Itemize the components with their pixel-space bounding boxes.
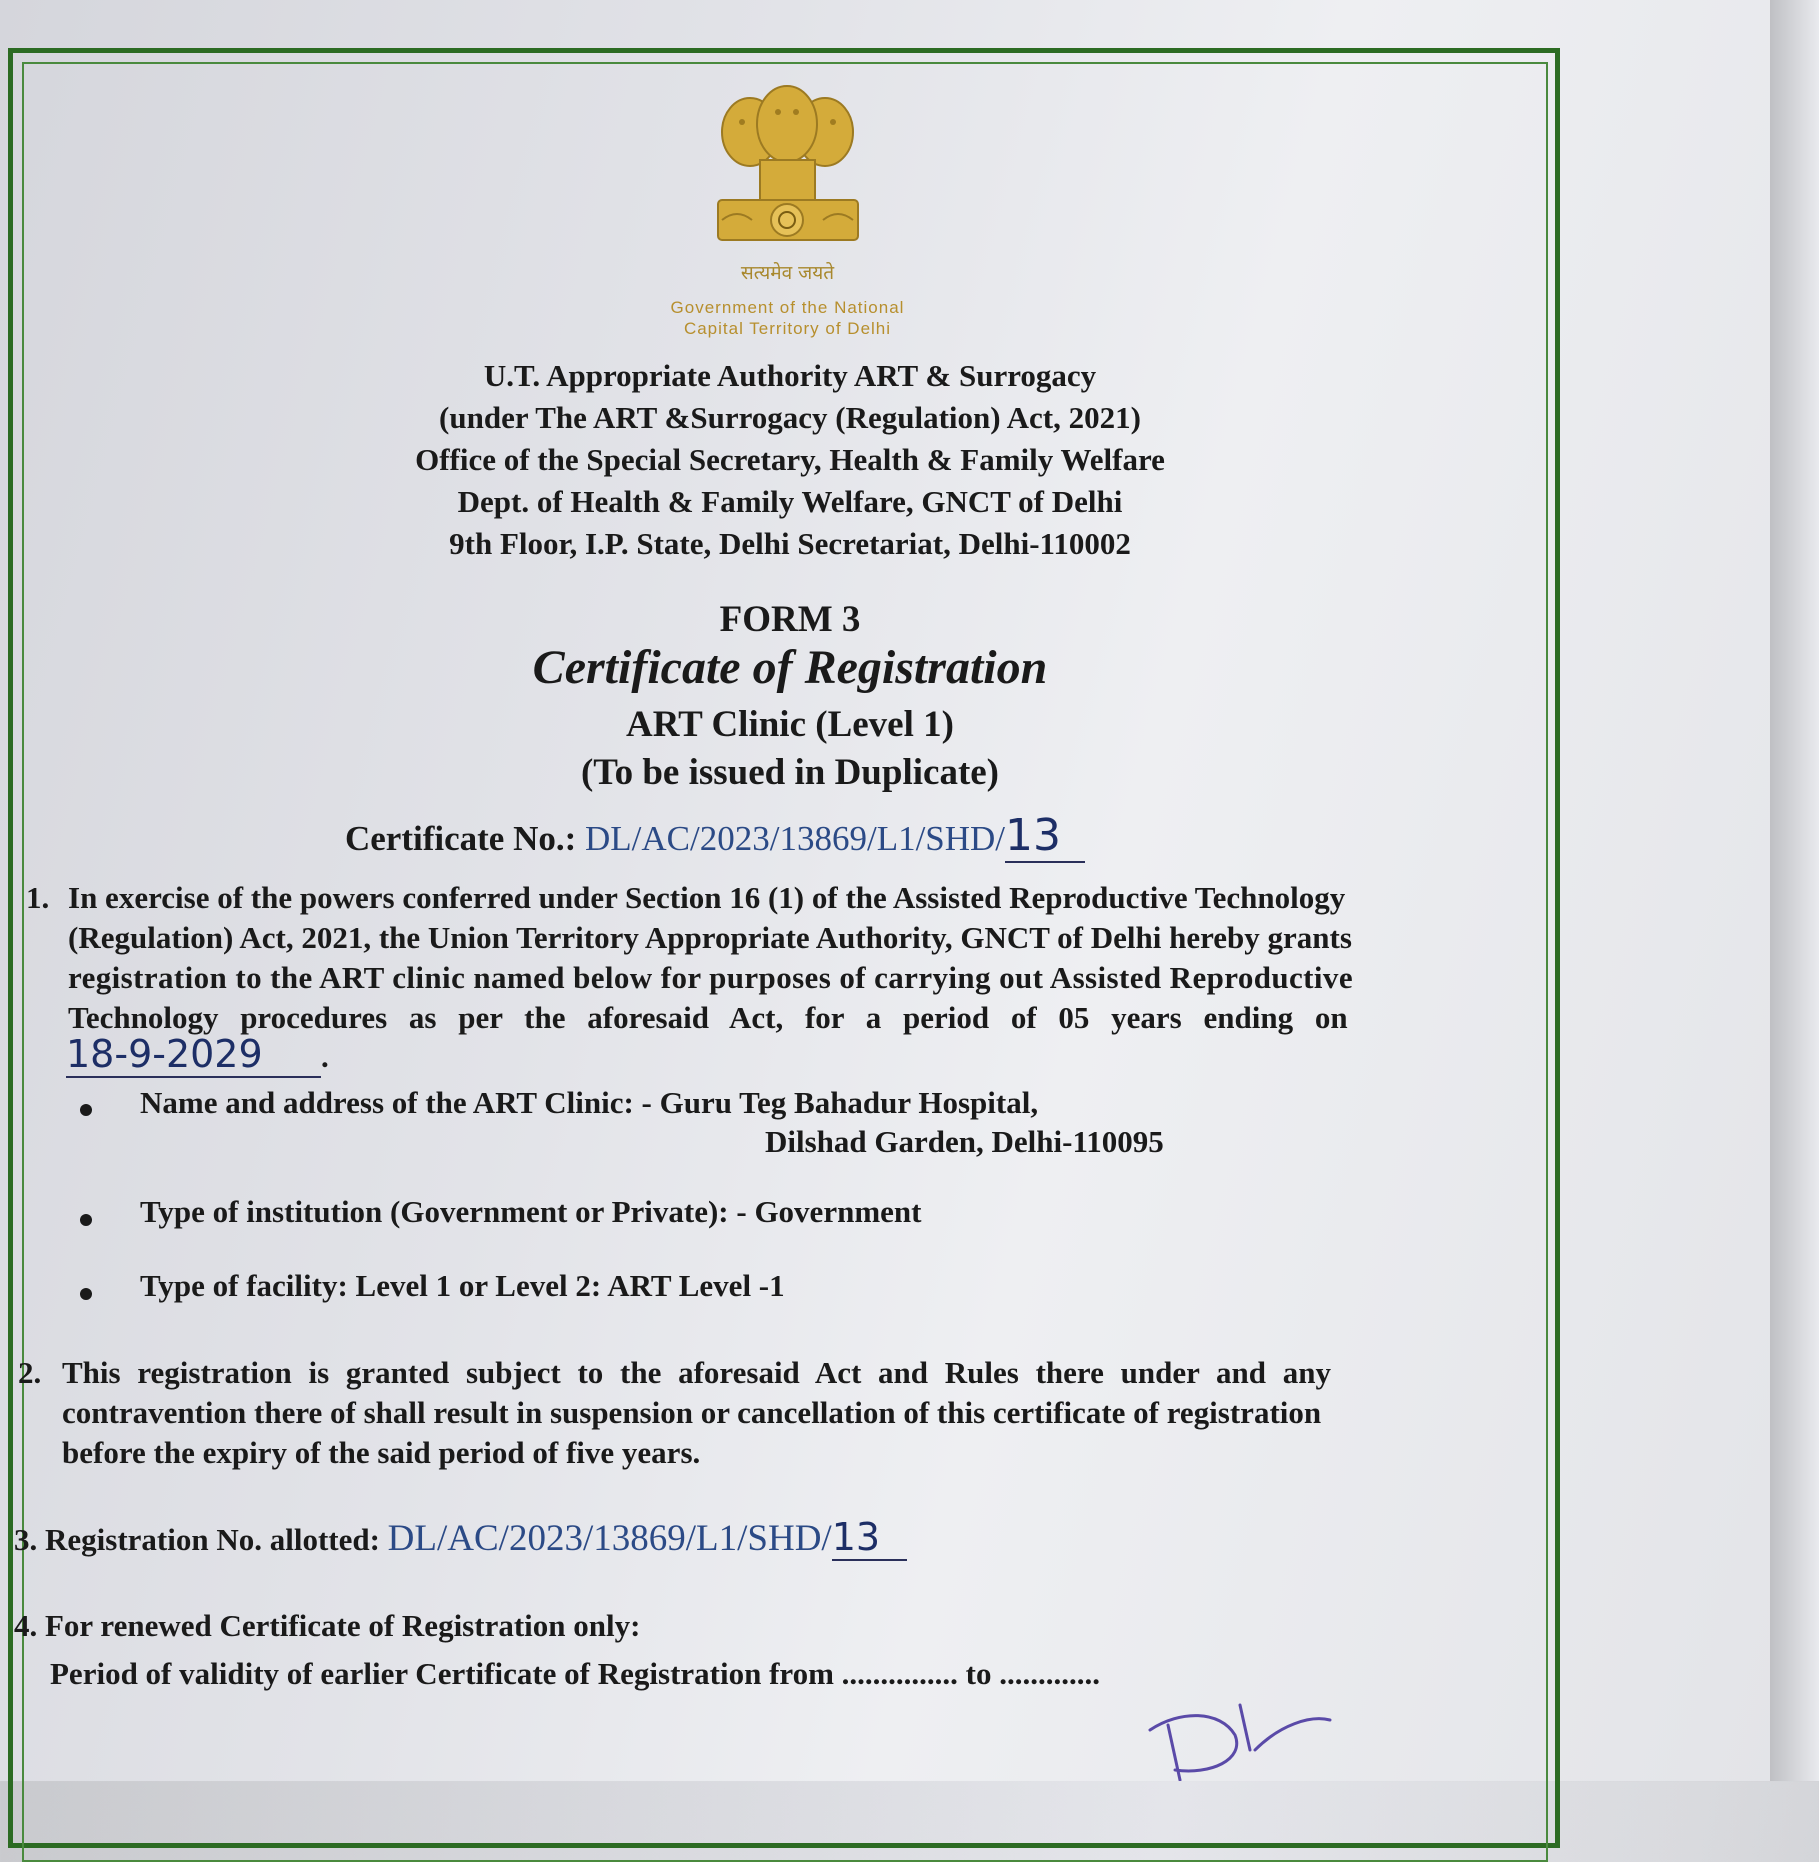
emblem-motto: सत्यमेव जयते xyxy=(740,262,835,284)
clause-1-text xyxy=(68,878,1560,1038)
clause-1-line-1: In exercise of the powers conferred under Section 16 (1) of the Assisted Reproductive Technology xyxy=(68,880,1346,915)
registration-number-prefix: DL/AC/2023/13869/L1/SHD/ xyxy=(387,1518,832,1559)
clause-1-number: 1. xyxy=(26,880,50,915)
clause-2-text xyxy=(62,1353,1577,1473)
form-number: FORM 3 xyxy=(719,599,861,640)
clause-1-line-2: (Regulation) Act, 2021, the Union Territory Appropriate Authority, GNCT of Delhi hereby grants xyxy=(68,920,1352,955)
government-line-2: Capital Territory of Delhi xyxy=(683,319,892,338)
end-date-handwritten: 18-9-2029 xyxy=(66,1032,263,1076)
renewal-validity-line: Period of validity of earlier Certificate of Registration from ............... to ............. xyxy=(50,1656,1101,1691)
registration-number-label: 3. Registration No. allotted: xyxy=(14,1522,380,1557)
clause-1-line-4: Technology procedures as per the aforesaid Act, for a period of 05 years ending on xyxy=(68,1000,1348,1035)
paper-edge xyxy=(1770,0,1819,1781)
facility-type: Type of facility: Level 1 or Level 2: ART Level -1 xyxy=(140,1268,785,1303)
clinic-name-address: Name and address of the ART Clinic: - Guru Teg Bahadur Hospital, xyxy=(140,1085,1039,1120)
registration-number-handwritten: 13 xyxy=(831,1515,881,1559)
header-line-5: 9th Floor, I.P. State, Delhi Secretariat, Delhi-110002 xyxy=(449,526,1131,561)
clause-2-line-3: before the expiry of the said period of five years. xyxy=(62,1435,701,1470)
duplicate-note: (To be issued in Duplicate) xyxy=(580,752,1000,793)
bullet-dot xyxy=(80,1214,92,1226)
bullet-dot xyxy=(80,1288,92,1300)
certificate-title: Certificate of Registration xyxy=(532,641,1048,694)
institution-type: Type of institution (Government or Private): - Government xyxy=(140,1194,922,1229)
signature-image xyxy=(1140,1690,1340,1781)
certificate-number-row xyxy=(345,810,1085,863)
national-emblem-icon xyxy=(700,82,875,262)
renewal-heading: 4. For renewed Certificate of Registration only: xyxy=(14,1608,641,1643)
header-line-2: (under The ART &Surrogacy (Regulation) Act, 2021) xyxy=(439,400,1141,435)
clause-1-line-3: registration to the ART clinic named below for purposes of carrying out Assisted Reproductive xyxy=(68,960,1353,995)
clause-2-number: 2. xyxy=(18,1355,42,1390)
registration-number-row xyxy=(14,1515,907,1561)
clinic-address-line-2: Dilshad Garden, Delhi-110095 xyxy=(765,1124,1164,1159)
certificate-number-handwritten: 13 xyxy=(1005,810,1062,861)
bullet-dot xyxy=(80,1104,92,1116)
certificate-number-label: Certificate No.: xyxy=(345,819,577,858)
header-line-4: Dept. of Health & Family Welfare, GNCT of Delhi xyxy=(457,484,1123,519)
header-line-1: U.T. Appropriate Authority ART & Surrogacy xyxy=(483,358,1097,393)
certificate-subtitle: ART Clinic (Level 1) xyxy=(626,704,954,745)
clause-2-line-2: contravention there of shall result in suspension or cancellation of this certificate of registration xyxy=(62,1395,1322,1430)
end-date-period: . xyxy=(321,1039,329,1074)
clause-2-line-1: This registration is granted subject to the aforesaid Act and Rules there under and any xyxy=(62,1355,1332,1390)
header-line-3: Office of the Special Secretary, Health & Family Welfare xyxy=(415,442,1165,477)
government-line-1: Government of the National xyxy=(670,298,905,317)
end-date-row xyxy=(66,1032,329,1078)
certificate-number-prefix: DL/AC/2023/13869/L1/SHD/ xyxy=(585,819,1006,858)
